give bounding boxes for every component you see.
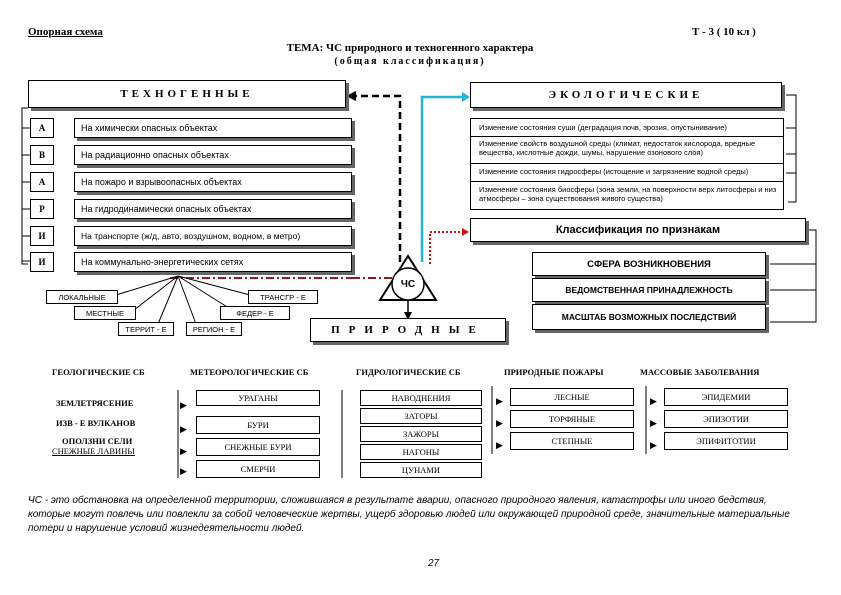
fire-item: ТОРФЯНЫЕ — [510, 410, 634, 428]
page-number: 27 — [428, 558, 440, 569]
classification-item: МАСШТАБ ВОЗМОЖНЫХ ПОСЛЕДСТВИЙ — [532, 304, 766, 330]
disease-item: ЭПИЗОТИИ — [664, 410, 788, 428]
disease-item: ЭПИФИТОТИИ — [664, 432, 788, 450]
techno-letter: В — [30, 145, 54, 165]
hydro-item: НАГОНЫ — [360, 444, 482, 460]
scale-federal: ФЕДЕР - Е — [220, 306, 290, 320]
hydro-item: ЦУНАМИ — [360, 462, 482, 478]
techno-row: На транспорте (ж/д, авто, воздушном, водном, в метро) — [74, 226, 352, 246]
scale-regional: РЕГИОН - Е — [186, 322, 242, 336]
hydro-item: ЗАЖОРЫ — [360, 426, 482, 442]
hydro-item: ЗАТОРЫ — [360, 408, 482, 424]
eco-row: Изменение состояния суши (деградация почв, эрозия, опустынивание) — [479, 123, 727, 132]
scale-transboundary: ТРАНСГР - Е — [248, 290, 318, 304]
arrow-icon: ▶ — [180, 400, 187, 410]
scale-local: ЛОКАЛЬНЫЕ — [46, 290, 118, 304]
definition-text: ЧС - это обстановка на определенной территории, сложившаяся в результате аварии, опасного природного явления, катастрофы или иного бедствия, которые могут повлечь или повлекли за собой человеческие жертвы, ущерб здоровью людей или окружающей природной среде, значительные материальные потери и нарушение условий жизнедеятельности людей. — [28, 495, 790, 534]
chs-label: ЧС — [400, 278, 416, 290]
natural-category: МАССОВЫЕ ЗАБОЛЕВАНИЯ — [640, 367, 760, 377]
disease-item: ЭПИДЕМИИ — [664, 388, 788, 406]
header-right: Т - 3 ( 10 кл ) — [692, 26, 756, 38]
meteo-item: СНЕЖНЫЕ БУРИ — [196, 438, 320, 456]
meteo-item: СМЕРЧИ — [196, 460, 320, 478]
techno-letter: А — [30, 172, 54, 192]
geo-item: ОПОЛЗНИ СЕЛИ — [62, 436, 133, 446]
page-title: ТЕМА: ЧС природного и техногенного характера — [286, 42, 534, 54]
eco-title: ЭКОЛОГИЧЕСКИЕ — [470, 82, 782, 108]
arrow-icon: ▶ — [650, 396, 657, 406]
techno-row: На химически опасных объектах — [74, 118, 352, 138]
techno-row: На радиационно опасных объектах — [74, 145, 352, 165]
techno-row: На коммунально-энергетических сетях — [74, 252, 352, 272]
fire-item: СТЕПНЫЕ — [510, 432, 634, 450]
techno-letter: А — [30, 118, 54, 138]
fire-item: ЛЕСНЫЕ — [510, 388, 634, 406]
meteo-item: БУРИ — [196, 416, 320, 434]
natural-category: ГИДРОЛОГИЧЕСКИЕ СБ — [356, 367, 461, 377]
header-left: Опорная схема — [28, 26, 103, 38]
scale-territorial: ТЕРРИТ - Е — [118, 322, 174, 336]
techno-row: На гидродинамически опасных объектах — [74, 199, 352, 219]
eco-row: Изменение состояния гидросферы (истощение и загрязнение водной среды) — [479, 167, 749, 176]
page-subtitle: (общая классификация) — [334, 56, 486, 67]
arrow-icon: ▶ — [180, 466, 187, 476]
classification-item: СФЕРА ВОЗНИКНОВЕНИЯ — [532, 252, 766, 276]
arrow-icon: ▶ — [180, 446, 187, 456]
techno-letter: И — [30, 252, 54, 272]
eco-list — [470, 118, 784, 210]
techno-row: На пожаро и взрывоопасных объектах — [74, 172, 352, 192]
geo-item: ЗЕМЛЕТРЯСЕНИЕ — [56, 398, 134, 408]
hydro-item: НАВОДНЕНИЯ — [360, 390, 482, 406]
classification-title: Классификация по признакам — [470, 218, 806, 242]
classification-item: ВЕДОМСТВЕННАЯ ПРИНАДЛЕЖНОСТЬ — [532, 278, 766, 302]
arrow-icon: ▶ — [496, 396, 503, 406]
natural-category: ПРИРОДНЫЕ ПОЖАРЫ — [504, 367, 604, 377]
natural-category: МЕТЕОРОЛОГИЧЕСКИЕ СБ — [190, 367, 309, 377]
geo-item: СНЕЖНЫЕ ЛАВИНЫ — [52, 446, 135, 456]
eco-row: Изменение состояния биосферы (зона земли, на поверхности верх литосферы и низ атмосферы – зона существования живого существа) — [479, 185, 777, 203]
techno-letter: И — [30, 226, 54, 246]
arrow-icon: ▶ — [650, 440, 657, 450]
techno-letter: Р — [30, 199, 54, 219]
eco-row: Изменение свойств воздушной среды (климат, недостаток кислорода, вредные вещества, кислотные дожди, шумы, нарушение озонового слоя) — [479, 139, 756, 157]
natural-title: ПРИРОДНЫЕ — [310, 318, 506, 342]
geo-item: ИЗВ - Е ВУЛКАНОВ — [56, 418, 136, 428]
natural-category: ГЕОЛОГИЧЕСКИЕ СБ — [52, 367, 145, 377]
arrow-icon: ▶ — [496, 440, 503, 450]
arrow-icon: ▶ — [650, 418, 657, 428]
arrow-icon: ▶ — [496, 418, 503, 428]
arrow-icon: ▶ — [180, 424, 187, 434]
techno-title: ТЕХНОГЕННЫЕ — [28, 80, 346, 108]
scale-mestnye: МЕСТНЫЕ — [74, 306, 136, 320]
meteo-item: УРАГАНЫ — [196, 390, 320, 406]
